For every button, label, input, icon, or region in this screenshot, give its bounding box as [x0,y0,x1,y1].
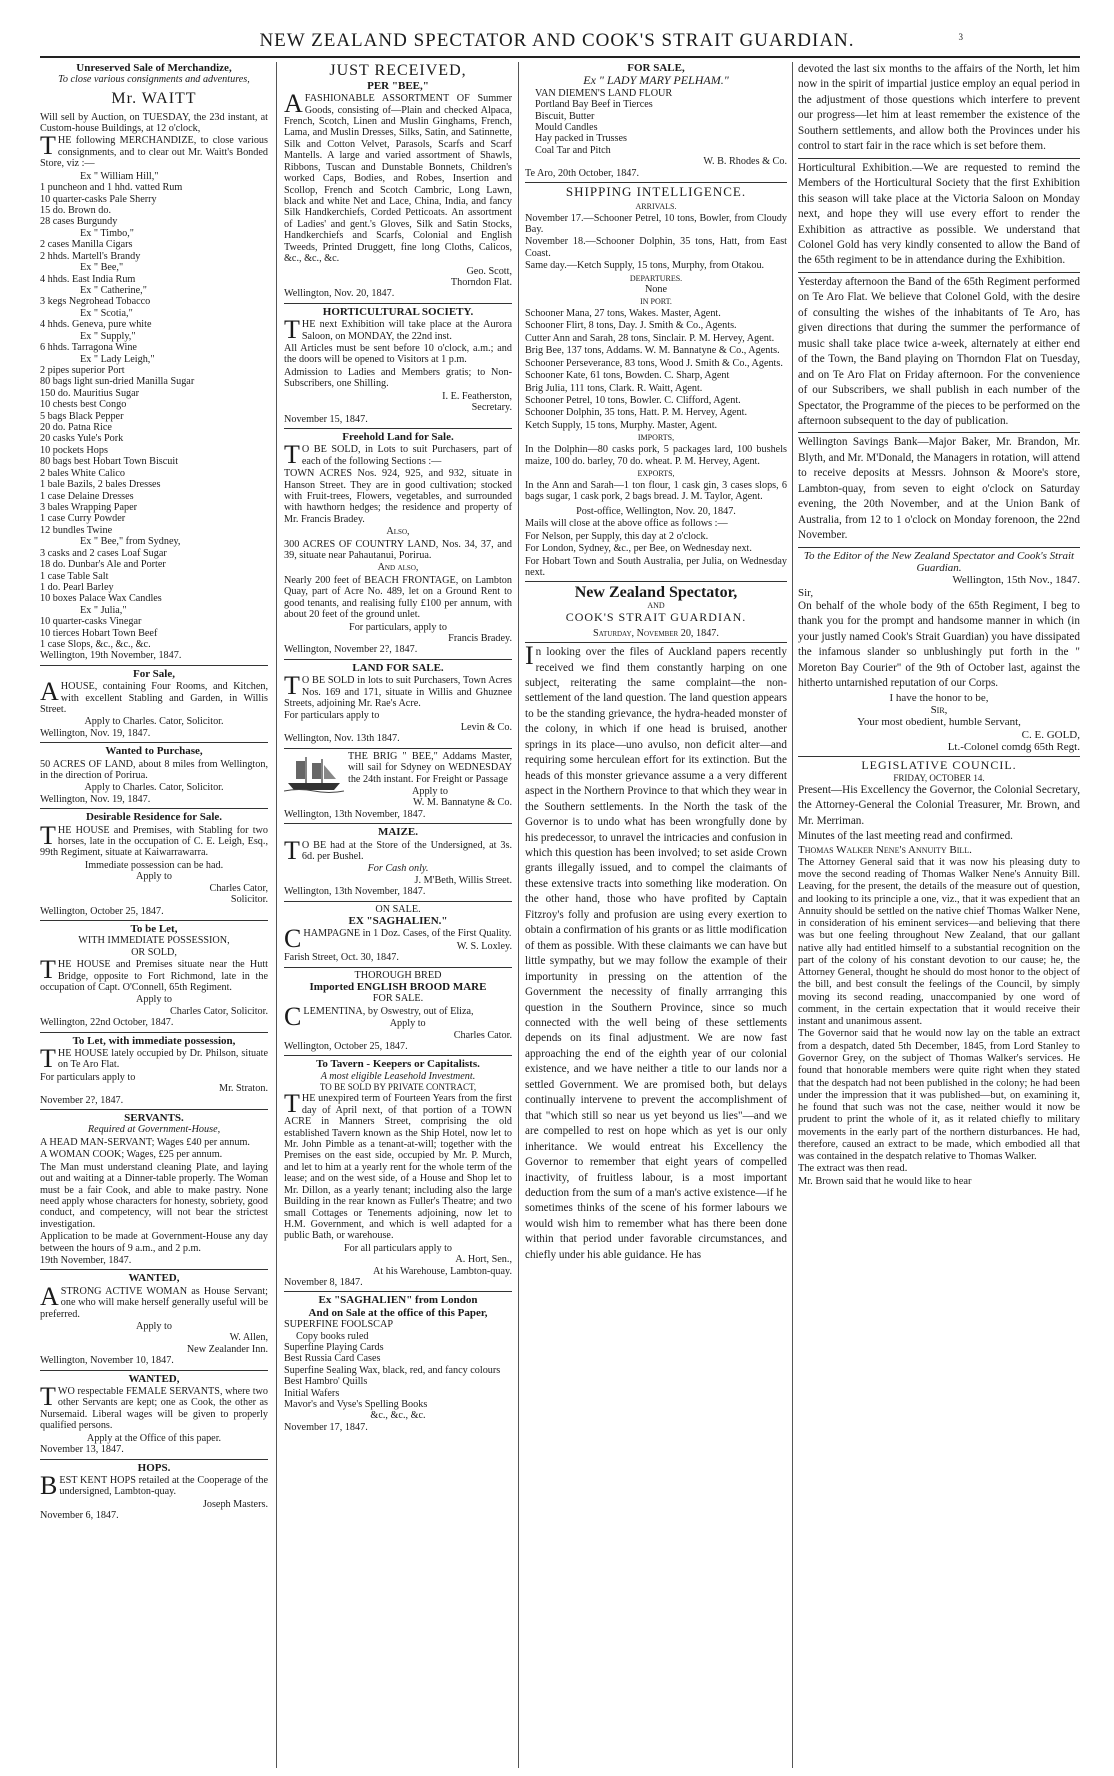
list-item: 80 bags best Hobart Town Biscuit [40,456,179,468]
ad-body: Admission to Ladies and Members gratis; to Non-Subscribers, one Shilling. [284,366,512,390]
ad-date: November 17, 1847. [284,1421,368,1433]
list-item: 10 tierces Hobart Town Beef [40,627,158,639]
ad-contact-place: Thorndon Flat. [450,276,512,288]
arrival-entry: November 17.—Schooner Petrel, 10 tons, Bowler, from Cloudy Bay. [525,212,787,236]
ad-heading: For Sale, [133,667,175,680]
ad-heading: SERVANTS. [124,1112,184,1125]
ad-hops [40,1462,268,1522]
ad-body: BEST KENT HOPS retailed at the Cooperage of the undersigned, Lambton-quay. [40,1470,268,1500]
ad-contact: I. E. Featherston, [442,390,512,402]
paper-nameplate [525,584,787,639]
list-item: Best Russia Card Cases [284,1353,381,1365]
in-port-entry: Schooner Perseverance, 83 tons, Wood J. Smith & Co., Agents. [525,357,783,369]
divider [798,547,1080,548]
ad-heading: ON SALE. [375,903,421,915]
ad-subheading: A most eligible Leasehold Investment. [320,1070,476,1082]
ad-contact: Charles Cator. [453,1029,512,1041]
ad-body: TO BE had at the Store of the Undersigned, at 3s. 6d. per Bushel. [284,835,512,865]
ad-heading: WANTED, [128,1272,180,1285]
list-item: Ex " Julia," [80,604,127,616]
ad-contact: Charles Cator, Solicitor. [169,1005,268,1017]
ad-body: All Articles must be sent before 10 o'clock, a.m.; and the doors will be opened to Visitors at 1 p.m. [284,342,512,366]
list-item: 1 case Slops, &c., &c., &c. [40,639,151,651]
ad-tavern [284,1058,512,1288]
ad-contact-role: Solicitor. [230,894,268,906]
ad-line: Also, [386,526,410,538]
divider [284,823,512,824]
ad-heading: Ex "SAGHALIEN" from London [318,1294,478,1307]
divider [798,756,1080,757]
list-item: Ex " Catherine," [80,284,147,296]
ad-heading: Unreserved Sale of Merchandize, [76,62,232,74]
divider [284,901,512,902]
divider [798,158,1080,159]
ad-line: For Cash only. [367,863,429,875]
section-heading: SHIPPING INTELLIGENCE. [565,184,747,200]
ad-horticultural-society [284,306,512,425]
ad-date: Wellington, 13th November, 1847. [284,808,426,820]
post-office-notice: Post-office, Wellington, Nov. 20, 1847. [576,505,736,517]
ad-apply: Apply to [136,1321,172,1333]
ad-contact: A. Hort, Sen., [455,1254,512,1266]
ad-body: The Man must understand cleaning Plate, and laying out and waiting at a Dinner-table properly. The Woman must be a fair Cook, and able to make pastry. None need apply whose characters for honesty, sobriety, good conduct, and competency, will not bear the strictest investigation. [40,1161,268,1230]
in-port-entry: Schooner Dolphin, 35 tons, Hatt. P. M. Hervey, Agent. [525,407,748,419]
ad-line: WITH IMMEDIATE POSSESSION, [78,935,230,947]
divider [40,1459,268,1460]
ad-date: 19th November, 1847. [40,1255,132,1267]
news-savings-bank: Wellington Savings Bank—Major Baker, Mr. Brandon, Mr. Blyth, and Mr. M'Donald, the Managers in rotation, will attend to receive deposits at Messrs. Johnson & Moore's store, Lambton-quay, from seven to eight o'clock on Saturday evening, the 20th November, and at the Union Bank of Australia, from 12 to 1 o'clock on Monday forenoon, the 22nd November. [798,436,1080,542]
list-item: 2 hhds. Martell's Brandy [40,250,141,262]
bill-heading: Thomas Walker Nene's Annuity Bill. [798,844,972,857]
in-port-entry: Schooner Kate, 61 tons, Bowden. C. Sharp, Agent [525,370,730,382]
ad-body: CHAMPAGNE in 1 Doz. Cases, of the First Quality. [284,924,512,954]
ad-heading: THOROUGH BRED [354,969,442,981]
sub-heading: IN PORT. [640,297,672,307]
list-item: 10 boxes Palace Wax Candles [40,593,162,605]
council-paragraph: Minutes of the last meeting read and confirmed. [798,830,1013,842]
ad-contact: W. M. Bannatyne & Co. [413,797,512,809]
letter-closing: Your most obedient, humble Servant, [857,716,1021,729]
legislative-council [798,759,1080,1188]
ad-body: AHOUSE, containing Four Rooms, and Kitchen, with excellent Stabling and Garden, in Willis Street. [40,677,268,716]
ad-contact: W. B. Rhodes & Co. [703,156,787,168]
ad-apply: Apply to [389,1018,426,1030]
list-item: 6 hhds. Tarragona Wine [40,342,137,354]
ad-body: TO BE SOLD, in Lots to suit Purchasers, part of each of the following Sections :— [284,440,512,470]
list-item: 1 puncheon and 1 hhd. vatted Rum [40,182,183,194]
list-item: Ex " Scotia," [80,307,133,319]
list-item: 1 case Curry Powder [40,513,126,525]
sub-heading: IMPORTS, [637,433,675,443]
stationery-list [284,1319,512,1422]
ad-heading: To Let, with immediate possession, [72,1034,236,1047]
list-item: 2 bales White Calico [40,467,125,479]
list-item: Superfine Sealing Wax, black, red, and fancy colours [284,1364,501,1376]
ad-apply: Apply to [136,994,172,1006]
list-item: Ex " William Hill," [80,170,159,182]
section-heading: LEGISLATIVE COUNCIL. [861,758,1017,773]
ad-contact: Francis Bradey. [448,632,512,644]
sub-heading: ARRIVALS. [635,201,677,211]
council-paragraph: Mr. Brown said that he would like to hear [798,1175,972,1187]
divider [40,665,268,666]
page-number: 3 [958,32,964,42]
in-port-entry: Schooner Flirt, 8 tons, Day. J. Smith & Co., Agents. [525,320,737,332]
exports-entry: In the Ann and Sarah—1 ton flour, 1 cask gin, 3 cases slops, 6 bags sugar, 1 cask pork, 2 bags bread. J. M. Taylor, Agent. [525,480,787,503]
list-item: 150 do. Mauritius Sugar [40,387,140,399]
ad-date: Wellington, Nov. 19, 1847. [40,793,151,805]
list-item: Best Hambro' Quills [284,1376,368,1388]
list-item: Initial Wafers [284,1387,340,1399]
column-2 [284,62,512,1768]
ad-contact: Geo. Scott, [466,265,512,277]
list-item: 1 do. Pearl Barley [40,581,114,593]
divider [284,428,512,429]
column-3 [525,62,787,1768]
list-item: 18 do. Dunbar's Ale and Porter [40,559,166,571]
ad-subheading: And on Sale at the office of this Paper, [308,1306,488,1319]
ad-body: ASTRONG ACTIVE WOMAN as House Servant; one who will make herself generally useful will be preferred. [40,1281,268,1320]
list-item: Ex " Bee," [80,262,124,274]
ad-date: November 15, 1847. [284,413,368,425]
ad-line: TO BE SOLD BY PRIVATE CONTRACT, [319,1082,477,1093]
list-item: VAN DIEMEN'S LAND FLOUR [535,87,673,99]
news-horticultural-exhibition: Horticultural Exhibition.—We are requested to remind the Members of the Horticultural Society that the first Exhibition this season will take place at the Victoria Saloon on Monday next, and hope they will use every effort to render the Exhibition as attractive as possible. We understand that Colonel Gold has very kindly consented to allow the Band of the 65th regiment to be in attendance during the Exhibition. [798,161,1080,267]
list-item: 80 bags light sun-dried Manilla Sugar [40,376,195,388]
letter-signature: C. E. GOLD, [1021,728,1080,741]
divider [40,742,268,743]
ad-wanted-servants [40,1373,268,1456]
list-item: Copy books ruled [296,1330,369,1342]
ad-body: THE following MERCHANDIZE, to close various consignments, and to clear out Mr. Waitt's Bonded Store, viz :— [40,131,268,170]
goods-list [525,88,787,157]
ad-line: A WOMAN COOK; Wages, £25 per annum. [40,1149,223,1161]
news-band: Yesterday afternoon the Band of the 65th Regiment performed on Te Aro Flat. We believe that Colonel Gold, with the desire of consulting the wishes of the inhabitants of Te Aro, has given directions that during the summer the performance of music shall take place twice a-week, alternately at either end of the Town, the Band playing on Thorndon Flat on Tuesday, and on Te Aro Flat on Friday afternoon. For the convenience of our Subscribers, we shall publish in each number of the Spectator, the Programme of the pieces to be performed on the afternoon subsequent to the day of publication. [798,275,1080,427]
departure-entry: None [644,283,668,295]
ad-date: Wellington, 13th November, 1847. [284,886,426,898]
ad-heading: MAIZE. [377,826,419,839]
divider [798,432,1080,433]
list-item: 3 casks and 2 cases Loaf Sugar [40,547,167,559]
auctioneer-name: Mr. WAITT [111,89,197,107]
in-port-entry: Schooner Petrel, 10 tons, Bowler. C. Clifford, Agent. [525,395,741,407]
list-item: 1 case Table Salt [40,570,109,582]
ad-line: OR SOLD, [131,946,177,958]
ad-date: November 13, 1847. [40,1444,124,1456]
ad-line: A HEAD MAN-SERVANT; Wages £40 per annum. [40,1136,250,1148]
letter-salutation: Sir, [798,586,814,599]
list-item: Coal Tar and Pitch [535,144,611,156]
ad-date: Wellington, 22nd October, 1847. [40,1017,174,1029]
ad-contact: Mr. Straton. [219,1083,268,1095]
merchandize-list [40,171,268,662]
list-item: 1 bale Bazils, 2 bales Dresses [40,479,161,491]
ad-contact: Joseph Masters. [202,1498,268,1510]
ad-heading: To Tavern - Keepers or Capitalists. [316,1058,480,1071]
ad-body: THE HOUSE and Premises situate near the Hutt Bridge, opposite to Fort Richmond, late in the occupation of Capt. O'Connell, 65th Regiment. [40,955,268,993]
ad-body: AFASHIONABLE ASSORTMENT OF Summer Goods, consisting of—Plain and checked Alpaca, French, Scotch, Linen and Muslin Ginghams, French, Lama, and Muslin Dresses, Silks, Satin, and Satinnette, Silk and Cotton Velvet, Parasols, Scarfs and Scarf Mantells. A large and varied assortment of Shawls, Ribbons, Tuscan and Dunstable Bonnets, Children's worked Caps, Bodies, and Robes, Insertion and Scollop, French and Scotch Cambric, Long Lawn, black and white Net and Lace, China, India, and fancy Silk Handkerchiefs, Corded Petticoats. An assortment of Ladies' and gent.'s Gloves, Silk and Satin Stocks, Handkerchiefs and Scarfs, Colonial and English Tweeds, Printed Druggett, fine long Cloths, Calicos, &c., &c., &c. [284,89,512,265]
ad-body: THE next Exhibition will take place at the Aurora Saloon, on MONDAY, the 22nd inst. [284,315,512,345]
ad-heading: LAND FOR SALE. [352,661,444,674]
post-office-notice: For Hobart Town and South Australia, per Julia, on Wednesday next. [525,555,787,578]
ad-body: THE unexpired term of Fourteen Years from the first day of April next, of that portion of a TOWN ACRE in Manners Street, comprising the old established Tavern known as the Ship Hotel, now let to Mr. John Pimble as a tenant-at-will; together with the Premises on the east side, occupied by Mr. P. Murch, and let to him at a yearly rent for the whole term of the lease; and on the west side, of a House and Shop let to Mr. Dillon, as a yearly tenant; including also the large Building in the rear known as Fuller's Theatre; and two small Cottages or Tenements adjoining, now let to H.M. Government, and which is well adapted for a public Bath, or warehouse. [284,1089,512,1242]
list-item: Mould Candles [535,122,598,134]
council-paragraph: The Governor said that he would now lay on the table an extract from a despatch, dated 5th December, 1845, from Lord Stanley to Governor Grey, on the subject of Thomas Walker's services. He found that honorable members were quite right when they stated that the despatch had not been published in the colony; he had been under the impression that it was published—but, on examining it, he found that such was not the case, neither would it now be prudent to print the whole of it, as it related chiefly to military movements in the early part of the northern disturbances. He had, therefore, caused an extract to be made, which embodied all that was contained in the despatch relative to Thomas Walker. [798,1028,1080,1163]
ad-subheading: To close various consignments and adventures, [58,74,250,86]
ad-contact: Levin & Co. [460,721,512,733]
ad-line: And also, [377,562,419,574]
list-item: 15 do. Brown do. [40,205,112,217]
in-port-entry: Brig Bee, 137 tons, Addams. W. M. Bannatyne & Co., Agents. [525,345,780,357]
divider [284,748,512,749]
list-item: 20 do. Patna Rice [40,422,112,434]
ad-freehold-land [284,431,512,656]
list-item: Ex " Supply," [80,330,136,342]
ad-contact-place: At his Warehouse, Lambton-quay. [373,1265,512,1277]
ad-subheading: PER "BEE," [367,79,429,92]
divider [525,642,787,643]
ad-body: Application to be made at Government-House any day between the hours of 9 a.m., and 2 p.m. [40,1231,268,1254]
column-divider [518,62,519,1768]
ad-servants [40,1112,268,1266]
list-item: 2 pipes superior Port [40,364,125,376]
divider [284,659,512,660]
letter-to-editor [798,550,1080,754]
list-item: Hay packed in Trusses [535,133,627,145]
list-item: 10 quarter-casks Pale Sherry [40,193,157,205]
list-item: 3 bales Wrapping Paper [40,501,138,513]
divider [284,1055,512,1056]
divider [40,1032,268,1033]
ad-date: Wellington, October 25, 1847. [284,1041,408,1053]
ad-lady-mary-pelham [525,62,787,179]
ad-house-for-sale [40,668,268,739]
column-divider [276,62,277,1768]
list-item: 4 hhds. East India Rum [40,273,136,285]
divider [40,920,268,921]
divider [40,1109,268,1110]
ad-date: Wellington, Nov. 19, 1847. [40,727,151,739]
imports-entry: In the Dolphin—80 casks pork, 5 packages lard, 100 bushels maize, 100 do. barley, 70 do. wheat. P. M. Hervey, Agent. [525,444,787,467]
ship-icon [284,753,344,793]
ad-subheading: EX "SAGHALIEN." [348,915,448,928]
ad-heading: WANTED, [128,1372,180,1385]
letter-closing: I have the honor to be, [889,691,989,704]
list-item: Ex " Timbo," [80,227,134,239]
ad-subheading: Imported ENGLISH BROOD MARE [309,981,487,994]
list-item: 10 pockets Hops [40,444,108,456]
list-item: 1 case Delaine Dresses [40,490,134,502]
arrival-entry: November 18.—Schooner Dolphin, 35 tons, Hatt, from East Coast. [525,236,787,259]
masthead-title: NEW ZEALAND SPECTATOR AND COOK'S STRAIT GUARDIAN. [259,30,855,51]
list-item: Ex " Lady Leigh," [80,353,155,365]
post-office-notice: For London, Sydney, &c., per Bee, on Wednesday next. [525,543,752,555]
editorial-continuation: devoted the last six months to the affairs of the North, let him now in the spirit of impartial justice employ an equal period in the adjustment of those questions which interfere to prevent our progress—let him at least remember the existence of the Southern settlements, and allow both the Provinces under his control to start fair in the race which is set before them. [798,63,1080,153]
list-item: 28 cases Burgundy [40,216,118,228]
list-item: Superfine Playing Cards [284,1341,384,1353]
ad-to-let [40,1035,268,1106]
ad-apply: For particulars apply to [284,710,380,722]
ad-body: CLEMENTINA, by Oswestry, out of Eliza, [284,1001,474,1031]
divider [284,967,512,968]
divider [798,272,1080,273]
ad-date: Wellington, Nov. 13th 1847. [284,733,400,745]
ad-maize [284,826,512,897]
in-port-entry: Schooner Mana, 27 tons, Wakes. Master, Agent. [525,308,721,320]
divider [525,581,787,582]
list-item: Portland Bay Beef in Tierces [535,99,653,111]
in-port-entry: Cutter Ann and Sarah, 28 tons, Sinclair. P. M. Hervey, Agent. [525,332,775,344]
ad-date: November 6, 1847. [40,1510,119,1522]
ad-desirable-residence [40,811,268,917]
ad-just-received [284,62,512,300]
ad-wanted-to-purchase [40,745,268,805]
ad-apply: Apply to [412,785,448,797]
divider [525,182,787,183]
in-port-entry: Ketch Supply, 15 tons, Murphy. Master, Agent. [525,419,718,431]
ad-body: THE HOUSE and Premises, with Stabling for two horses, late in the occupation of C. E. Leigh, Esq., 99th Regiment, situate at Kaiwarrawarra. [40,820,268,859]
list-item: Ex " Bee," from Sydney, [80,536,181,548]
ad-land-for-sale [284,662,512,745]
ad-apply: Apply to Charles. Cator, Solicitor. [84,716,224,728]
post-office-notice: Mails will close at the above office as follows :— [525,518,728,530]
editorial-article: In looking over the files of Auckland papers recently received we find them constantly harping on one subject, reiterating the same complaint—the non-settlement of the land question. The land question appears to be the standing grievance, the hydra-headed monster of the colony, in which if one head is bruised, another springs in its place—uno avulso, non deficit alter—and requiring some herculean effort for its extinction. But the heads of this monster grievance assume a a very different aspect in the Northern Province to that which they wear in the Southern settlements. In the North the task of the Governor is to undo what has been wrongfully done by his predecessor, to unravel the intricacies and confusion in which this question has been involved; to set aside Crown grants illegally issued, and to compel the claimants of these extensive tracts into something like moderation. On the other hand, those who have profited by Captain Fitzroy's folly and profusion are using every exertion to obtain a confirmation of his grants or as little modification of them as possible. With these claimants we can have but little sympathy, but we may follow the example of their importunity in pressing on the attention of the Government the necessity of finally arrranging this question in the Southern Province, since so much connected with the well being of these settlements depends on its final adjustment. We are now fast approaching the end of the eighth year of our colonial existence, and we have neither a title to our lands nor a settled Government. We are promised both, but delays continually intervene to prevent the accomplishment of that "which still so near us yet beyond us lies"—and we are compelled to rest on hope which as yet is our only inheritance. We would entreat his Excellency the Governor to remember that eight years of compelled inactivity, of fruitless labour, is a most important deduction from the sum of a man's active existence—if he sometimes thinks of the scene of his former labours we would wish him to remember what has there been done within that period under favorable circumstances, and chiefly under his able guidance. He has [525,641,787,1261]
council-paragraph: Present—His Excellency the Governor, the Colonial Secretary, the Attorney-General the Colonial Treasurer, Mr. Brown, and Mr. Merriman. [798,783,1080,827]
ad-heading: HORTICULTURAL SOCIETY. [322,305,474,318]
ad-date: November 8, 1847. [284,1277,363,1289]
council-paragraph: The Attorney General said that it was now his pleasing duty to move the second reading of Thomas Walker Nene's Annuity Bill. Leaving, for the present, the details of the measure out of question, and looking to its principle a one, viz., that it was expedient that an Annuity should be settled on the native chief Thomas Walker Nene, in consideration of his eminent services—and believing that there was but one feeling throughout New Zealand, that our gallant native ally had entitled himself to a substantial recognition on the part of the colony of his constant devotion to our cause; he, the Attorney General, thought he should do most honor to the object of the bill, and best consult the feelings of the Council, by simply moving its second reading, unaccompanied by one word of comment, in the certain expectation that it would receive their instant and unanimous assent. [798,856,1080,1028]
divider [40,1269,268,1270]
letter-closing: Sir, [930,703,948,716]
ad-brood-mare [284,970,512,1053]
section-date: FRIDAY, OCTOBER 14. [893,772,985,783]
ad-date: November 2?, 1847. [40,1094,124,1106]
divider [284,303,512,304]
ad-date: Wellington, Nov. 20, 1847. [284,288,395,300]
ad-contact-role: Secretary. [471,402,512,414]
ad-contact: Charles Cator, [209,882,268,894]
ad-apply: For particulars, apply to [349,621,447,633]
ad-body: TWO respectable FEMALE SERVANTS, where two other Servants are kept; one as Cook, the other as Nursemaid. Liberal wages will be given to properly qualified persons. [40,1382,268,1432]
ad-date: Farish Street, Oct. 30, 1847. [284,952,399,964]
arrival-entry: Same day.—Ketch Supply, 15 tons, Murphy, from Otakou. [525,260,765,272]
ad-apply: Apply at the Office of this paper. [86,1432,222,1444]
ad-line: For particulars apply to [40,1071,136,1083]
list-item: 5 bags Black Pepper [40,410,124,422]
paper-title-and: AND [647,601,665,611]
sub-heading: EXPORTS, [637,469,675,479]
shipping-intelligence [525,185,787,578]
letter-heading: To the Editor of the New Zealand Spectator and Cook's Strait Guardian. [803,549,1075,574]
ad-date: Wellington, October 25, 1847. [40,905,164,917]
list-item: Mavor's and Vyse's Spelling Books [284,1399,428,1411]
ad-body: TO BE SOLD in lots to suit Purchasers, Town Acres Nos. 169 and 171, situate in Willis and Ghuznee Streets, adjoining Mr. Rae's Acre. [284,671,512,709]
ad-body: TOWN ACRES Nos. 924, 925, and 932, situate in Hanson Street. They are in good cultivation; stocked with Fruit-trees, Flowers, vegetables, and surrounded with hawthorn hedges; the residence and property of Mr. Francis Bradey. [284,468,512,525]
ad-contact: W. S. Loxley. [456,940,512,952]
ad-contact: W. Allen, [229,1332,268,1344]
ad-body: 50 ACRES OF LAND, about 8 miles from Wellington, in the direction of Porirua. [40,758,268,782]
letter-body: On behalf of the whole body of the 65th Regiment, I beg to thank you for the prompt and handsome manner in which (in your justly named Cook's Strait Guardian) you have dissipated the infamous slander so unblushingly put forth in the " Moreton Bay Courier" of the 9th of October last, against the hitherto untarnished reputation of our Corps. [798,599,1080,690]
list-item: 10 chests best Congo [40,399,127,411]
ad-stationery [284,1294,512,1433]
ad-contact: New Zealander Inn. [186,1343,268,1355]
ad-waitt-sale [40,62,268,662]
letter-signature-rank: Lt.-Colonel comdg 65th Regt. [947,740,1080,753]
issue-date: Saturday, November 20, 1847. [593,627,719,639]
ad-line: Immediate possession can be had. [84,859,224,871]
divider [40,1370,268,1371]
ad-subheading: Ex " LADY MARY PELHAM." [583,73,729,88]
list-item: 3 kegs Negrohead Tobacco [40,296,151,308]
in-port-entry: Brig Julia, 111 tons, Clark. R. Waitt, Agent. [525,382,703,394]
masthead-rule [40,56,1080,58]
ad-heading: FOR SALE, [627,62,685,74]
ad-body: THE BRIG " BEE," Addams Master, will sail for Sdyney on WEDNESDAY the 24th instant. For Freight or Passage [348,750,512,785]
masthead [0,30,1114,52]
ad-subheading: Required at Government-House, [87,1124,221,1136]
list-item: 10 quarter-casks Vinegar [40,616,142,628]
post-office-notice: For Nelson, per Supply, this day at 2 o'clock. [525,530,709,542]
column-4 [798,62,1080,1768]
list-item: &c., &c., &c. [370,1410,426,1422]
paper-title: New Zealand Spectator, [574,584,738,602]
list-item: 2 cases Manilla Cigars [40,239,133,251]
divider [40,808,268,809]
column-1 [40,62,268,1768]
ad-contact: J. M'Beth, Willis Street. [414,874,512,886]
column-divider [792,62,793,1768]
ad-heading: Freehold Land for Sale. [342,430,454,443]
ad-heading: JUST RECEIVED, [329,62,467,79]
ad-body: Nearly 200 feet of BEACH FRONTAGE, on Lambton Quay, part of Acre No. 489, let on a Ground Rent to good tenants, and realising fully £100 per annum, with about 20 feet of the ground unlet. [284,574,512,621]
ad-body: 300 ACRES OF COUNTRY LAND, Nos. 34, 37, and 39, situate near Pahautanui, Porirua. [284,538,512,562]
ad-date: Wellington, 19th November, 1847. [40,650,182,662]
ad-apply: Apply to [136,871,172,883]
ad-heading: To be Let, [130,923,178,935]
ad-date: Te Aro, 20th October, 1847. [525,167,640,179]
ad-body: THE HOUSE lately occupied by Dr. Philson, situate on Te Aro Flat. [40,1044,268,1073]
ad-brig-bee [284,751,512,821]
ad-heading: HOPS. [137,1461,171,1474]
list-item: 20 casks Yule's Pork [40,433,124,445]
letter-date: Wellington, 15th Nov., 1847. [952,574,1080,587]
list-item: 12 bundles Twine [40,524,113,536]
ad-heading: Wanted to Purchase, [105,745,203,758]
ad-line: FOR SALE. [372,993,424,1005]
ad-wanted-woman [40,1272,268,1366]
divider [284,1291,512,1292]
ad-champagne [284,904,512,964]
ad-to-be-let [40,923,268,1029]
list-item: 4 hhds. Geneva, pure white [40,319,152,331]
paper-subtitle: COOK'S STRAIT GUARDIAN. [565,610,747,625]
ad-date: Wellington, November 10, 1847. [40,1355,174,1367]
ad-apply: Apply to Charles. Cator, Solicitor. [84,782,224,794]
council-paragraph: The extract was then read. [798,1163,908,1175]
ad-date: Wellington, November 2?, 1847. [284,644,418,656]
list-item: Biscuit, Butter [535,110,595,122]
list-item: SUPERFINE FOOLSCAP [284,1319,393,1331]
sub-heading: DEPARTURES. [629,273,683,283]
ad-heading: Desirable Residence for Sale. [85,811,223,824]
ad-apply: For all particulars apply to [343,1242,453,1254]
ad-intro: Will sell by Auction, on TUESDAY, the 23d instant, at Custom-house Buildings, at 12 o'clock, [40,111,268,135]
